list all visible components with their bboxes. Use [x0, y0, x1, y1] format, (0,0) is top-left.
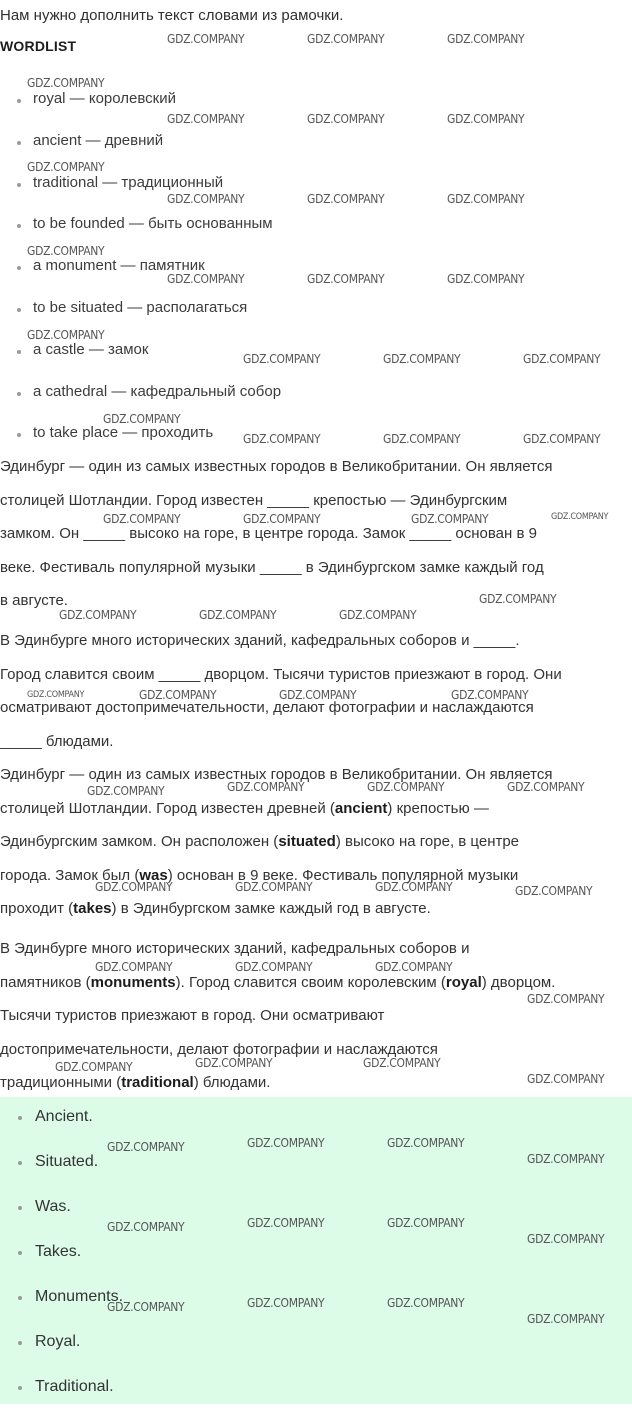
- wordlist-item: a castle — замок: [0, 341, 281, 383]
- watermark-label: GDZ.COMPANY: [107, 1140, 185, 1154]
- wordlist-item: to take place — проходить: [0, 424, 281, 466]
- watermark-label: GDZ.COMPANY: [59, 608, 137, 622]
- watermark-label: GDZ.COMPANY: [527, 1232, 605, 1246]
- watermark-label: GDZ.COMPANY: [307, 32, 385, 46]
- watermark-label: GDZ.COMPANY: [243, 352, 321, 366]
- answer-item: Traditional.: [0, 1377, 123, 1422]
- watermark-label: GDZ.COMPANY: [307, 112, 385, 126]
- text-line: веке. Фестиваль популярной музыки _____ в Эдинбургском замке каждый год: [0, 558, 544, 576]
- wordlist-item: a monument — памятник: [0, 257, 281, 299]
- answer-item: Royal.: [0, 1332, 123, 1377]
- text-line: столицей Шотландии. Город известен древней (ancient) крепостью —: [0, 799, 489, 817]
- watermark-label: GDZ.COMPANY: [227, 780, 305, 794]
- watermark-label: GDZ.COMPANY: [447, 272, 525, 286]
- text-line: В Эдинбурге много исторических зданий, кафедральных соборов и _____.: [0, 632, 520, 649]
- answer-word: monuments: [90, 973, 176, 991]
- answer-word: royal: [445, 973, 482, 991]
- watermark-label: GDZ.COMPANY: [363, 1056, 441, 1070]
- watermark-label: GDZ.COMPANY: [27, 160, 105, 174]
- watermark-label: GDZ.COMPANY: [27, 244, 105, 258]
- wordlist-item: royal — королевский: [0, 90, 281, 132]
- watermark-label: GDZ.COMPANY: [95, 880, 173, 894]
- watermark-label: GDZ.COMPANY: [87, 784, 165, 798]
- answer-word: takes: [73, 900, 112, 917]
- watermark-label: GDZ.COMPANY: [243, 432, 321, 446]
- watermark-label: GDZ.COMPANY: [375, 880, 453, 894]
- watermark-label: GDZ.COMPANY: [199, 608, 277, 622]
- text-line: памятников (monuments). Город славится своим королевским (royal) дворцом.: [0, 973, 556, 991]
- watermark-label: GDZ.COMPANY: [447, 192, 525, 206]
- watermark-label: GDZ.COMPANY: [167, 272, 245, 286]
- watermark-label: GDZ.COMPANY: [27, 328, 105, 342]
- watermark-label: GDZ.COMPANY: [387, 1296, 465, 1310]
- text-line: проходит (takes) в Эдинбургском замке каждый год в августе.: [0, 900, 431, 917]
- watermark-label: GDZ.COMPANY: [383, 352, 461, 366]
- answer-item: Situated.: [0, 1152, 123, 1197]
- text-line: замком. Он _____ высоко на горе, в центре города. Замок _____ основан в 9: [0, 525, 537, 542]
- watermark-label: GDZ.COMPANY: [247, 1136, 325, 1150]
- watermark-label: GDZ.COMPANY: [307, 192, 385, 206]
- text-line: Эдинбург — один из самых известных городов в Великобритании. Он является: [0, 458, 553, 475]
- watermark-label: GDZ.COMPANY: [551, 512, 609, 522]
- watermark-label: GDZ.COMPANY: [139, 688, 217, 702]
- watermark-label: GDZ.COMPANY: [103, 512, 181, 526]
- intro-text: Нам нужно дополнить текст словами из рамочки.: [0, 7, 344, 24]
- watermark-label: GDZ.COMPANY: [527, 1152, 605, 1166]
- text-line: В Эдинбурге много исторических зданий, кафедральных соборов и: [0, 940, 470, 957]
- answer-item: Takes.: [0, 1242, 123, 1287]
- answers-list: [0, 1107, 123, 1422]
- answer-item: Ancient.: [0, 1107, 123, 1152]
- watermark-label: GDZ.COMPANY: [527, 992, 605, 1006]
- text-line: Эдинбург — один из самых известных городов в Великобритании. Он является: [0, 766, 553, 783]
- watermark-label: GDZ.COMPANY: [527, 1312, 605, 1326]
- watermark-label: GDZ.COMPANY: [383, 432, 461, 446]
- watermark-label: GDZ.COMPANY: [107, 1300, 185, 1314]
- watermark-label: GDZ.COMPANY: [247, 1216, 325, 1230]
- watermark-label: GDZ.COMPANY: [95, 960, 173, 974]
- text-line: столицей Шотландии. Город известен _____ крепостью — Эдинбургским: [0, 491, 508, 509]
- watermark-label: GDZ.COMPANY: [515, 884, 593, 898]
- watermark-label: GDZ.COMPANY: [507, 780, 585, 794]
- watermark-label: GDZ.COMPANY: [55, 1060, 133, 1074]
- watermark-label: GDZ.COMPANY: [247, 1296, 325, 1310]
- watermark-label: GDZ.COMPANY: [27, 690, 85, 700]
- wordlist-item: to be situated — располагаться: [0, 299, 281, 341]
- answer-word: situated: [278, 833, 336, 850]
- watermark-label: GDZ.COMPANY: [411, 512, 489, 526]
- watermark-label: GDZ.COMPANY: [167, 32, 245, 46]
- watermark-label: GDZ.COMPANY: [451, 688, 529, 702]
- watermark-label: GDZ.COMPANY: [447, 32, 525, 46]
- watermark-label: GDZ.COMPANY: [103, 412, 181, 426]
- watermark-label: GDZ.COMPANY: [107, 1220, 185, 1234]
- text-line: _____ блюдами.: [0, 732, 114, 750]
- text-line: осматривают достопримечательности, делают фотографии и наслаждаются: [0, 699, 534, 716]
- text-line: традиционными (traditional) блюдами.: [0, 1074, 271, 1091]
- answer-word: ancient: [334, 799, 388, 817]
- watermark-label: GDZ.COMPANY: [339, 608, 417, 622]
- watermark-label: GDZ.COMPANY: [307, 272, 385, 286]
- watermark-label: GDZ.COMPANY: [375, 960, 453, 974]
- text-line: Тысячи туристов приезжают в город. Они осматривают: [0, 1007, 385, 1024]
- watermark-label: GDZ.COMPANY: [523, 352, 601, 366]
- watermark-label: GDZ.COMPANY: [523, 432, 601, 446]
- watermark-label: GDZ.COMPANY: [235, 960, 313, 974]
- watermark-label: GDZ.COMPANY: [235, 880, 313, 894]
- wordlist-item: ancient — древний: [0, 132, 281, 174]
- answer-item: Monuments.: [0, 1287, 123, 1332]
- watermark-label: GDZ.COMPANY: [447, 112, 525, 126]
- watermark-label: GDZ.COMPANY: [243, 512, 321, 526]
- watermark-label: GDZ.COMPANY: [167, 192, 245, 206]
- wordlist-title: WORDLIST: [0, 38, 77, 54]
- wordlist-item: traditional — традиционный: [0, 174, 281, 216]
- wordlist-item: a cathedral — кафедральный собор: [0, 383, 281, 425]
- watermark-label: GDZ.COMPANY: [479, 592, 557, 606]
- watermark-label: GDZ.COMPANY: [195, 1056, 273, 1070]
- answer-word: traditional: [121, 1074, 194, 1091]
- watermark-label: GDZ.COMPANY: [387, 1136, 465, 1150]
- watermark-label: GDZ.COMPANY: [167, 112, 245, 126]
- text-line: Город славится своим _____ дворцом. Тысячи туристов приезжают в город. Они: [0, 665, 562, 683]
- text-line: Эдинбургским замком. Он расположен (situated) высоко на горе, в центре: [0, 833, 520, 850]
- text-line: в августе.: [0, 592, 68, 609]
- watermark-label: GDZ.COMPANY: [367, 780, 445, 794]
- watermark-label: GDZ.COMPANY: [387, 1216, 465, 1230]
- wordlist-item: to be founded — быть основанным: [0, 215, 281, 257]
- answer-word: was: [139, 866, 168, 884]
- watermark-label: GDZ.COMPANY: [527, 1072, 605, 1086]
- text-line: достопримечательности, делают фотографии и наслаждаются: [0, 1040, 438, 1058]
- answer-item: Was.: [0, 1197, 123, 1242]
- text-line: города. Замок был (was) основан в 9 веке. Фестиваль популярной музыки: [0, 866, 519, 884]
- watermark-label: GDZ.COMPANY: [27, 76, 105, 90]
- watermark-label: GDZ.COMPANY: [279, 688, 357, 702]
